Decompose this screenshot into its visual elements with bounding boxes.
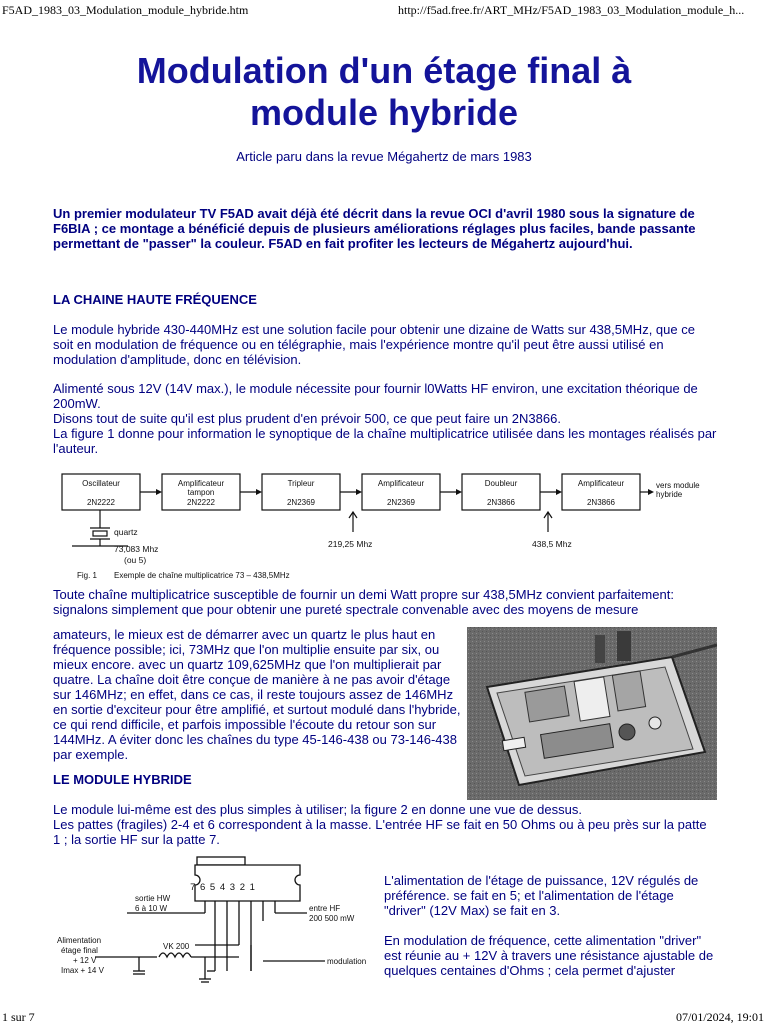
paragraph-line-excitation: Alimenté sous 12V (14V max.), le module nécessite pour fournir l0Watts HF environ, une excitation théorique de 200mW. [53, 381, 698, 411]
fig1-block-5-name: Doubleur [484, 479, 518, 488]
section-heading-hf-chain: LA CHAINE HAUTE FRÉQUENCE [53, 292, 257, 307]
fig2-choke-label: VK 200 [163, 942, 190, 951]
fig1-block-4-name: Amplificateur [377, 479, 425, 488]
fig1-block-2-name: tampon [187, 488, 215, 497]
fig1-arrow-6 [648, 489, 654, 495]
fig2-supply-label: Alimentation [57, 936, 102, 945]
fig1-block-2-transistor: 2N2222 [186, 498, 216, 507]
intro-paragraph: Un premier modulateur TV F5AD avait déjà été décrit dans la revue OCI d'avril 1980 sous la signature de F6BIA ; ce montage a bénéficié depuis de plusieurs améliorations réglages plus faciles, bande passante permettant de "passer" la couleur. F5AD en fait profiter les lecteurs de Mégahertz aujourd'hui. [53, 206, 696, 251]
browser-header-url[interactable]: http://f5ad.free.fr/ART_MHz/F5AD_1983_03_Modulation_module_h... [398, 3, 745, 17]
fig1-block-1-name: Oscillateur [82, 479, 120, 488]
fig1-quartz-label: quartz [114, 527, 138, 537]
fig2-input-label: entre HF [309, 904, 341, 913]
footer-timestamp: 07/01/2024, 19:01 [676, 1010, 765, 1024]
fig1-block-2-name: Amplificateur [177, 479, 225, 488]
paragraph-line-2n3866: Disons tout de suite qu'il est plus prudent d'en prévoir 500, ce que peut faire un 2N3866. [53, 411, 561, 426]
footer-page-number: 1 sur 7 [2, 1010, 35, 1024]
fig1-caption-text: Exemple de chaîne multiplicatrice 73 – 438,5MHz [114, 571, 290, 580]
paragraph-line-figure2-ref: Le module lui-même est des plus simples à utiliser; la figure 2 en donne une vue de dessus. [53, 802, 582, 817]
fig1-block-1-transistor: 2N2222 [86, 498, 116, 507]
fig2-supply-max: Imax + 14 V [61, 966, 104, 975]
fig1-frequency-tripler: 219,25 Mhz [328, 539, 373, 549]
paragraph-stage-supply: L'alimentation de l'étage de puissance, 12V régulés de préférence. se fait en 5; et l'alimentation de l'étage "driver" (12V Max) se fait en 3. [384, 873, 699, 918]
fig1-caption-number: Fig. 1 [77, 571, 98, 580]
paragraph-module-pins [53, 802, 717, 847]
title-line-1: Modulation d'un étage final à [136, 50, 632, 91]
fig1-quartz-overtone: (ou 5) [124, 555, 147, 565]
page-title [0, 50, 768, 134]
fig2-output-power: 6 à 10 W [135, 904, 168, 913]
fig2-pin-numbers: 7 6 5 4 3 2 1 [190, 882, 256, 893]
fig1-arrow-2 [256, 489, 262, 495]
paragraph-power-supply [53, 381, 717, 456]
fig1-output-label: vers module [656, 481, 700, 490]
paragraph-line-pin-description: Les pattes (fragiles) 2-4 et 6 correspondent à la masse. L'entrée HF se fait en 50 Ohms ou à peu près sur la patte 1 ; la sortie HF sur la patte 7. [53, 817, 707, 847]
figure-2-hybrid-module-top-view [55, 853, 375, 993]
photo-modulator-assembly [467, 627, 717, 800]
fig1-block-5-transistor: 2N3866 [486, 498, 516, 507]
title-line-2: module hybride [249, 92, 519, 133]
fig1-block-3-transistor: 2N2369 [286, 498, 316, 507]
paragraph-fm-driver: En modulation de fréquence, cette alimentation "driver" est réunie au + 12V à travers une résistance ajustable de quelques centaines d'Ohms ; cela permet d'ajuster [384, 933, 714, 978]
fig1-arrow-4 [456, 489, 462, 495]
paragraph-hybrid-module: Le module hybride 430-440MHz est une solution facile pour obtenir une dizaine de Watts sur 438,5MHz, que ce soit en modulation de fréquence ou en télégraphie, mais l'expérience montre qu'il peut être aussi utilisé en modulation d'amplitude, donc en télévision. [53, 322, 695, 367]
fig2-modulation-label: modulation [327, 957, 367, 966]
fig1-arrow-3 [356, 489, 362, 495]
fig1-block-4-transistor: 2N2369 [386, 498, 416, 507]
fig2-supply-voltage: + 12 V [73, 956, 97, 965]
browser-header-filename: F5AD_1983_03_Modulation_module_hybride.htm [2, 3, 249, 17]
fig1-block-6-name: Amplificateur [577, 479, 625, 488]
fig1-output-label: hybride [656, 490, 683, 499]
paragraph-line-figure1-ref: La figure 1 donne pour information le synoptique de la chaîne multiplicatrice utilisée dans les montages réalisés par l'auteur. [53, 426, 717, 456]
fig1-block-6-transistor: 2N3866 [586, 498, 616, 507]
fig1-block-3-name: Tripleur [287, 479, 315, 488]
fig1-quartz-frequency: 73,083 Mhz [114, 544, 159, 554]
paragraph-chain-intro: Toute chaîne multiplicatrice susceptible de fournir un demi Watt propre sur 438,5MHz convient parfaitement: signalons simplement que pour obtenir une pureté spectrale convenable avec des moyens de mesure [53, 587, 674, 617]
fig2-output-label: sortie HW [135, 894, 171, 903]
fig1-frequency-doubler: 438,5 Mhz [532, 539, 572, 549]
section-heading-hybrid-module: LE MODULE HYBRIDE [53, 772, 192, 787]
fig1-arrow-1 [156, 489, 162, 495]
figure-1-multiplier-chain [58, 462, 718, 586]
fig2-input-power: 200 500 mW [309, 914, 355, 923]
fig1-arrow-5 [556, 489, 562, 495]
fig2-supply-stage: étage final [61, 946, 98, 955]
paragraph-chain-details: amateurs, le mieux est de démarrer avec un quartz le plus haut en fréquence possible; ici, 73MHz que l'on multiplie ensuite par six, ou mieux encore. avec un quartz 109,625MHz que l'on multiplierait par quatre. La chaîne doit être conçue de manière à ne pas avoir d'étage sur 146MHz; en effet, dans ce cas, il reste toujours assez de 146MHz en sortie d'exciteur pour être amplifié, et surtout modulé dans l'hybride, ce qui rend difficile, et parfois impossible l'écoute du retour son sur 144MHz. A éviter donc les chaînes du type 45-146-438 ou 73-146-438 par exemple. [53, 627, 461, 762]
subtitle: Article paru dans la revue Mégahertz de mars 1983 [236, 149, 532, 164]
